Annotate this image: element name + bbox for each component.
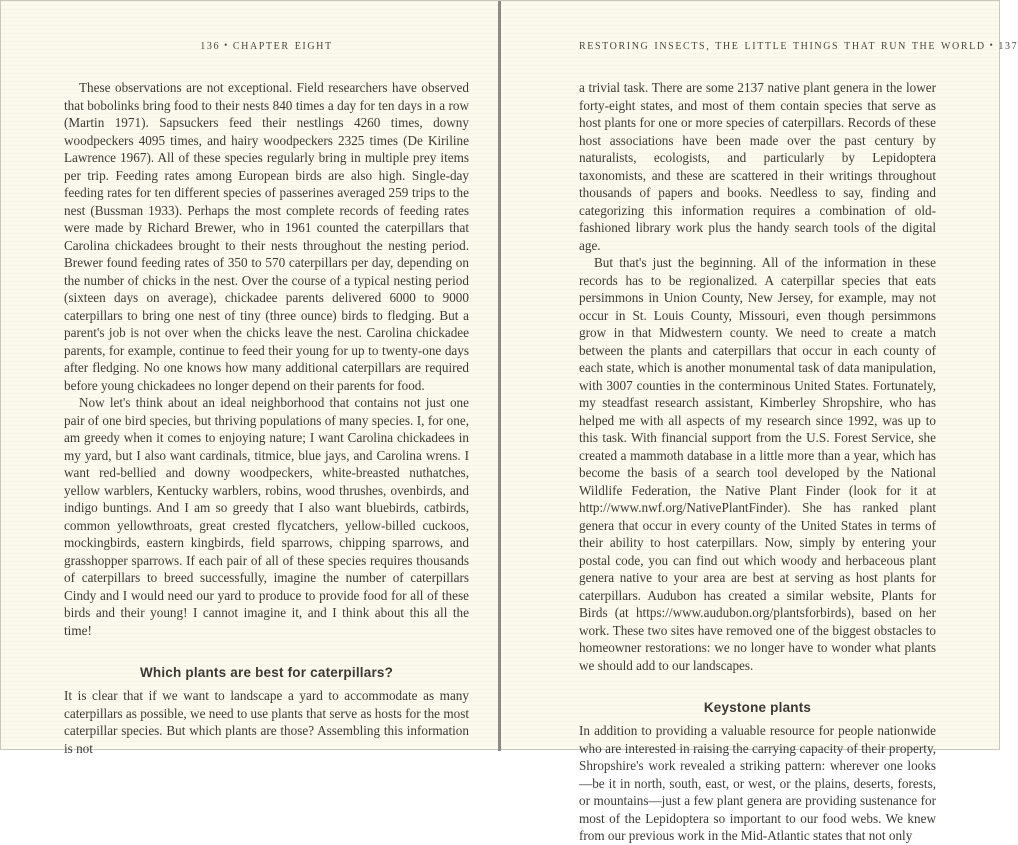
head-separator-icon: •: [224, 40, 229, 50]
page-right: [579, 40, 1018, 845]
running-head-left-title: CHAPTER EIGHT: [232, 41, 333, 52]
paragraph: It is clear that if we want to landscape a yard to accommodate as many caterpillars as possible, we need to use plants that serve as hosts for the most caterpillar species. But which plants are those? Assembling this information is not: [64, 688, 469, 756]
paragraph: Now let's think about an ideal neighborhood that contains not just one pair of one bird species, but thriving populations of many species. I, for one, am greedy when it comes to enjoying nature; I want Carolina chickadees in my yard, but I also want cardinals, titmice, blue jays, and Carolina wrens. I want red-bellied and downy woodpeckers, white-breasted nuthatches, yellow warblers, Kentucky warblers, robins, wood thrushes, ovenbirds, and indigo buntings. And I am so greedy that I also want bluebirds, catbirds, common yellowthroats, great crested flycatchers, yellow-billed cuckoos, mockingbirds, eastern kingbirds, field sparrows, chipping sparrows, and grasshopper sparrows. If each pair of all of these species requires thousands of caterpillars to breed successfully, imagine the number of caterpillars Cindy and I would need our yard to produce to provide food for all of these birds and their young! I cannot imagine it, and I think about this all the time!: [64, 395, 469, 638]
section-heading-left: Which plants are best for caterpillars?: [139, 665, 394, 680]
running-head-right-title: RESTORING INSECTS, THE LITTLE THINGS THAT RUN THE WORLD: [579, 41, 986, 52]
paragraph: a trivial task. There are some 2137 native plant genera in the lower forty-eight states, and most of them contain species that serve as host plants for one or more species of caterpillars. Records of these host associations have been made over the past century by naturalists, ecologists, and particularly by Lepidoptera taxonomists, and these are scattered in their writings throughout thousands of papers and books. Needless to say, finding and categorizing this information requires a combination of old-fashioned library work plus the handy search tools of the digital age.: [579, 80, 936, 253]
page-number-left: 136: [200, 41, 221, 52]
head-separator-icon: •: [989, 40, 995, 50]
running-head-right: [579, 40, 1018, 52]
page-left: [64, 41, 469, 757]
paragraph: But that's just the beginning. All of the information in these records has to be regionalized. A caterpillar species that eats persimmons in Union County, New Jersey, for example, may not occur in St. Louis County, Missouri, even though persimmons grow in that Midwestern county. We need to create a match between the plants and caterpillars that occur in each county of each state, which is another monumental task of data manipulation, with 3007 counties in the conterminous United States. Fortunately, my steadfast research assistant, Kimberley Shropshire, who has helped me with all aspects of my research since 1992, was up to this task. With financial support from the U.S. Forest Service, she created a mammoth database in a little more than a year, which has become the basis of a search tool developed by the National Wildlife Federation, the Native Plant Finder (look for it at http://www.nwf.org/NativePlantFinder). She has ranked plant genera that occur in every county of the United States in terms of their ability to host caterpillars. Now, simply by entering your postal code, you can find out which woody and herbaceous plant genera native to your area are best at serving as host plants for caterpillars. Audubon has created a similar website, Plants for Birds (at https://www.audubon.org/plantsforbirds), based on her work. These two sites have removed one of the biggest obstacles to homeowner restorations: we no longer have to wonder what plants we should add to our landscapes.: [579, 255, 936, 673]
section-heading-right: Keystone plants: [703, 700, 812, 715]
page-number-right: 137: [998, 41, 1018, 52]
running-head-left: [64, 41, 469, 52]
paragraph: These observations are not exceptional. Field researchers have observed that bobolinks bring food to their nests 840 times a day for ten days in a row (Martin 1971). Sapsuckers feed their nestlings 4260 times, downy woodpeckers 4095 times, and hairy woodpeckers 2325 times (De Kiriline Lawrence 1967). All of these species regularly bring in multiple prey items per trip. Feeding rates among European birds are also high. Single-day feeding rates for ten different species of passerines averaged 259 trips to the nest (Bussman 1933). Perhaps the most complete records of feeding rates were made by Richard Brewer, who in 1961 counted the caterpillars that Carolina chickadees brought to their nests throughout the nesting period. Brewer found feeding rates of 350 to 570 caterpillars per day, depending on the number of chicks in the nest. Over the course of a typical nesting period (sixteen days on average), chickadee parents delivered 6000 to 9000 caterpillars to bring one nest of tiny (three ounce) birds to fledging. But a parent's job is not over when the chicks leave the nest. Carolina chickadee parents, for example, continue to feed their young for up to twenty-one days after fledging. No one knows how many additional caterpillars are required before young chickadees no longer depend on their parents for food.: [64, 80, 469, 393]
paragraph: In addition to providing a valuable resource for people nationwide who are interested in raising the carrying capacity of their property, Shropshire's work revealed a striking pattern: wherever one looks—be it in north, south, east, or west, or the plains, deserts, forests, or mountains—just a few plant genera are providing sustenance for most of the Lepidoptera so important to our food webs. We knew from our previous work in the Mid-Atlantic states that not only: [579, 723, 936, 843]
page-gutter-divider: [498, 1, 501, 751]
